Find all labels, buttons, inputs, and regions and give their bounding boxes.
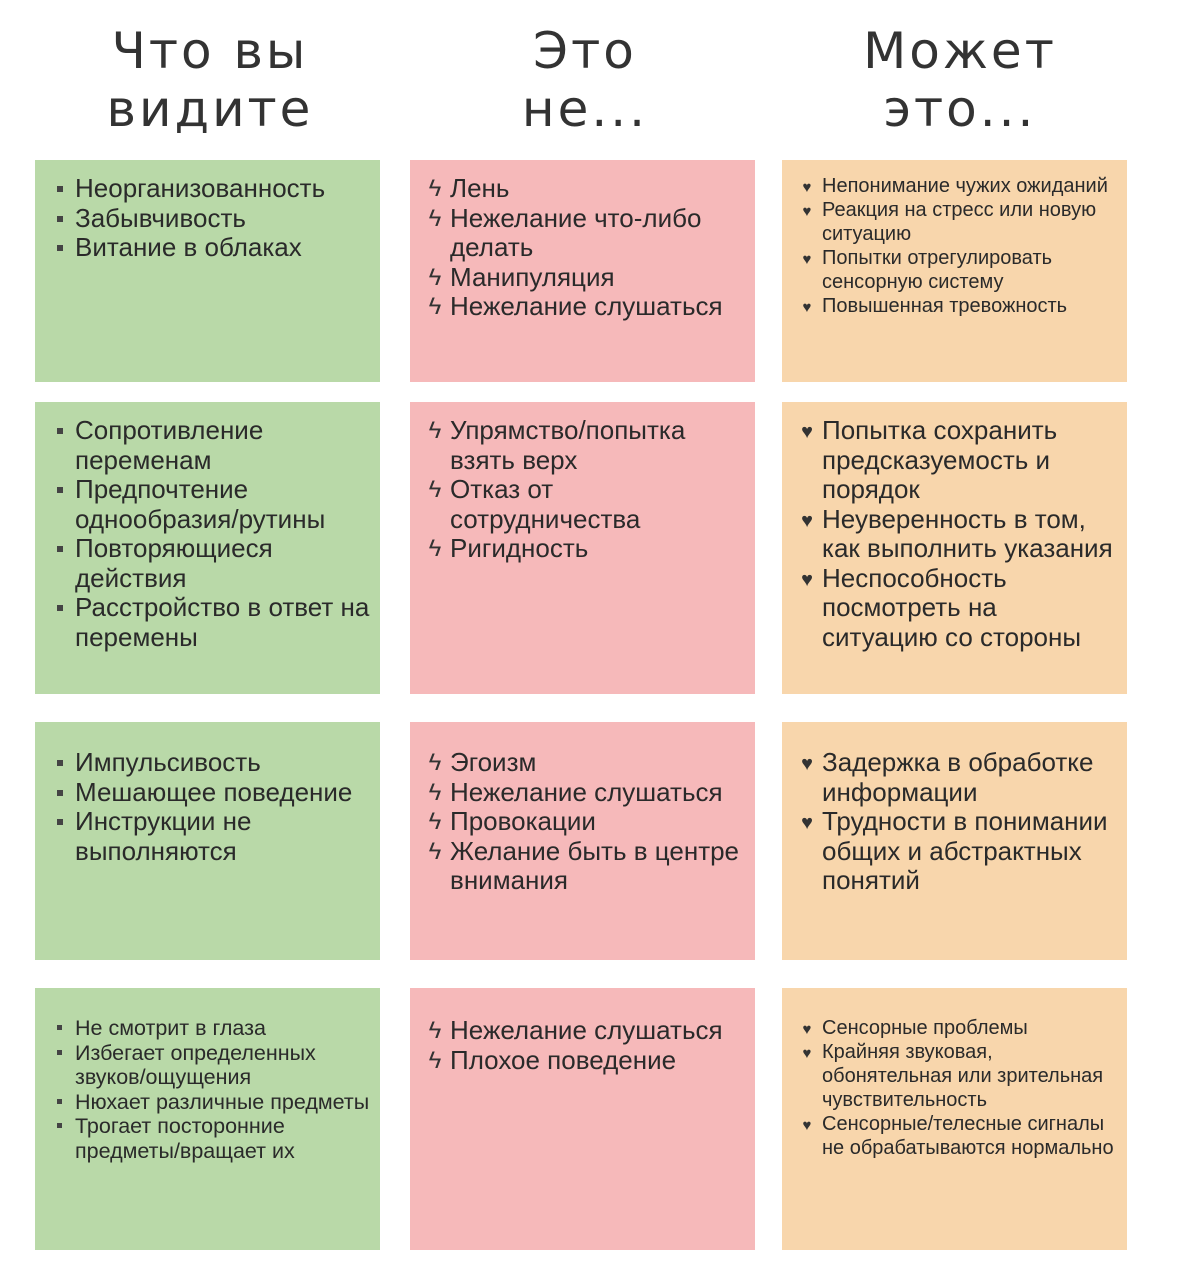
list-item: Не смотрит в глаза: [75, 1016, 370, 1041]
list-item: ϟ Отказ от сотрудничества: [450, 475, 745, 534]
square-bullet-icon: [57, 1025, 62, 1030]
heart-icon: ♥: [802, 203, 812, 220]
list-item: ♥ Неуверенность в том, как выполнить указания: [822, 505, 1117, 564]
card-maybe-1: [782, 160, 1127, 382]
list-item: Расстройство в ответ на перемены: [75, 593, 370, 652]
list-item: ϟ Нежелание слушаться: [450, 1016, 745, 1046]
lightning-bolt-icon: ϟ: [428, 1046, 442, 1074]
heart-icon: ♥: [802, 1045, 812, 1062]
list-item: Инструкции не выполняются: [75, 807, 370, 866]
square-bullet-icon: [57, 1123, 62, 1128]
list-item: ϟ Провокации: [450, 807, 745, 837]
header-it-is-not: Это не...: [521, 22, 649, 138]
heart-icon: ♥: [801, 509, 813, 532]
list-item: ϟ Желание быть в центре внимания: [450, 837, 745, 896]
list-item: ♥ Крайняя звуковая, обонятельная или зрительная чувствительность: [822, 1040, 1117, 1112]
list-item: ϟ Нежелание слушаться: [450, 292, 745, 322]
heart-icon: ♥: [801, 421, 813, 443]
list-item: ϟ Нежелание слушаться: [450, 778, 745, 808]
square-bullet-icon: [57, 487, 63, 493]
heart-icon: ♥: [802, 299, 812, 316]
heart-icon: ♥: [802, 179, 812, 196]
list-item: ϟ Эгоизм: [450, 748, 745, 778]
square-bullet-icon: [57, 760, 63, 766]
header-what-you-see: Что вы видите: [106, 22, 314, 138]
card-not-1: [410, 160, 755, 382]
list-item: Избегает определенных звуков/ощущения: [75, 1041, 370, 1090]
card-see-1: [35, 160, 380, 382]
heart-icon: ♥: [801, 812, 813, 834]
square-bullet-icon: [57, 428, 63, 434]
list-item: ♥ Сенсорные проблемы: [822, 1016, 1117, 1040]
square-bullet-icon: [57, 245, 63, 251]
lightning-bolt-icon: ϟ: [428, 778, 442, 806]
card-maybe-3: [782, 722, 1127, 960]
heart-icon: ♥: [802, 1117, 812, 1134]
list-item: ♥ Непонимание чужих ожиданий: [822, 174, 1117, 198]
list-item: Неорганизованность: [75, 174, 370, 204]
heart-icon: ♥: [802, 251, 812, 268]
list-item: Забывчивость: [75, 204, 370, 234]
square-bullet-icon: [57, 1050, 62, 1055]
list-item: ♥ Попытки отрегулировать сенсорную систему: [822, 246, 1117, 294]
list-item: Трогает посторонние предметы/вращает их: [75, 1114, 370, 1163]
heart-icon: ♥: [801, 568, 813, 591]
list-item: Предпочтение однообразия/рутины: [75, 475, 370, 534]
list-item: ϟ Плохое поведение: [450, 1046, 745, 1076]
card-maybe-4: [782, 988, 1127, 1250]
lightning-bolt-icon: ϟ: [428, 837, 442, 865]
square-bullet-icon: [57, 605, 63, 611]
lightning-bolt-icon: ϟ: [428, 293, 442, 320]
lightning-bolt-icon: ϟ: [428, 808, 442, 835]
square-bullet-icon: [57, 216, 63, 222]
list-item: ♥ Реакция на стресс или новую ситуацию: [822, 198, 1117, 246]
card-maybe-2: [782, 402, 1127, 694]
heart-icon: ♥: [802, 1021, 812, 1038]
list-item: ♥ Трудности в понимании общих и абстрактных понятий: [822, 807, 1117, 896]
lightning-bolt-icon: ϟ: [428, 476, 442, 503]
list-item: ϟ Нежелание что-либо делать: [450, 204, 745, 263]
square-bullet-icon: [57, 1099, 62, 1104]
card-not-4: [410, 988, 755, 1250]
card-see-3: [35, 722, 380, 960]
lightning-bolt-icon: ϟ: [428, 749, 442, 776]
list-item: ϟ Лень: [450, 174, 745, 204]
square-bullet-icon: [57, 790, 63, 796]
header-maybe-it-is: Может это...: [863, 22, 1057, 138]
list-item: Витание в облаках: [75, 233, 370, 263]
square-bullet-icon: [57, 186, 63, 192]
card-see-4: [35, 988, 380, 1250]
heart-icon: ♥: [801, 753, 813, 775]
list-item: ϟ Ригидность: [450, 534, 745, 564]
list-item: ϟ Манипуляция: [450, 263, 745, 293]
list-item: ♥ Попытка сохранить предсказуемость и порядок: [822, 416, 1117, 505]
lightning-bolt-icon: ϟ: [428, 1017, 442, 1044]
list-item: ♥ Сенсорные/телесные сигналы не обрабатываются нормально: [822, 1112, 1117, 1160]
lightning-bolt-icon: ϟ: [428, 535, 442, 562]
list-item: ♥ Повышенная тревожность: [822, 294, 1117, 318]
list-item: Нюхает различные предметы: [75, 1090, 370, 1115]
list-item: Повторяющиеся действия: [75, 534, 370, 593]
square-bullet-icon: [57, 819, 63, 825]
square-bullet-icon: [57, 546, 63, 552]
list-item: Сопротивление переменам: [75, 416, 370, 475]
lightning-bolt-icon: ϟ: [428, 417, 442, 444]
list-item: ♥ Неспособность посмотреть на ситуацию со стороны: [822, 564, 1117, 653]
list-item: ♥ Задержка в обработке информации: [822, 748, 1117, 807]
lightning-bolt-icon: ϟ: [428, 175, 442, 202]
list-item: Импульсивость: [75, 748, 370, 778]
card-not-3: [410, 722, 755, 960]
lightning-bolt-icon: ϟ: [428, 204, 442, 232]
card-not-2: [410, 402, 755, 694]
card-see-2: [35, 402, 380, 694]
list-item: ϟ Упрямство/попытка взять верх: [450, 416, 745, 475]
lightning-bolt-icon: ϟ: [428, 263, 442, 291]
list-item: Мешающее поведение: [75, 778, 370, 808]
